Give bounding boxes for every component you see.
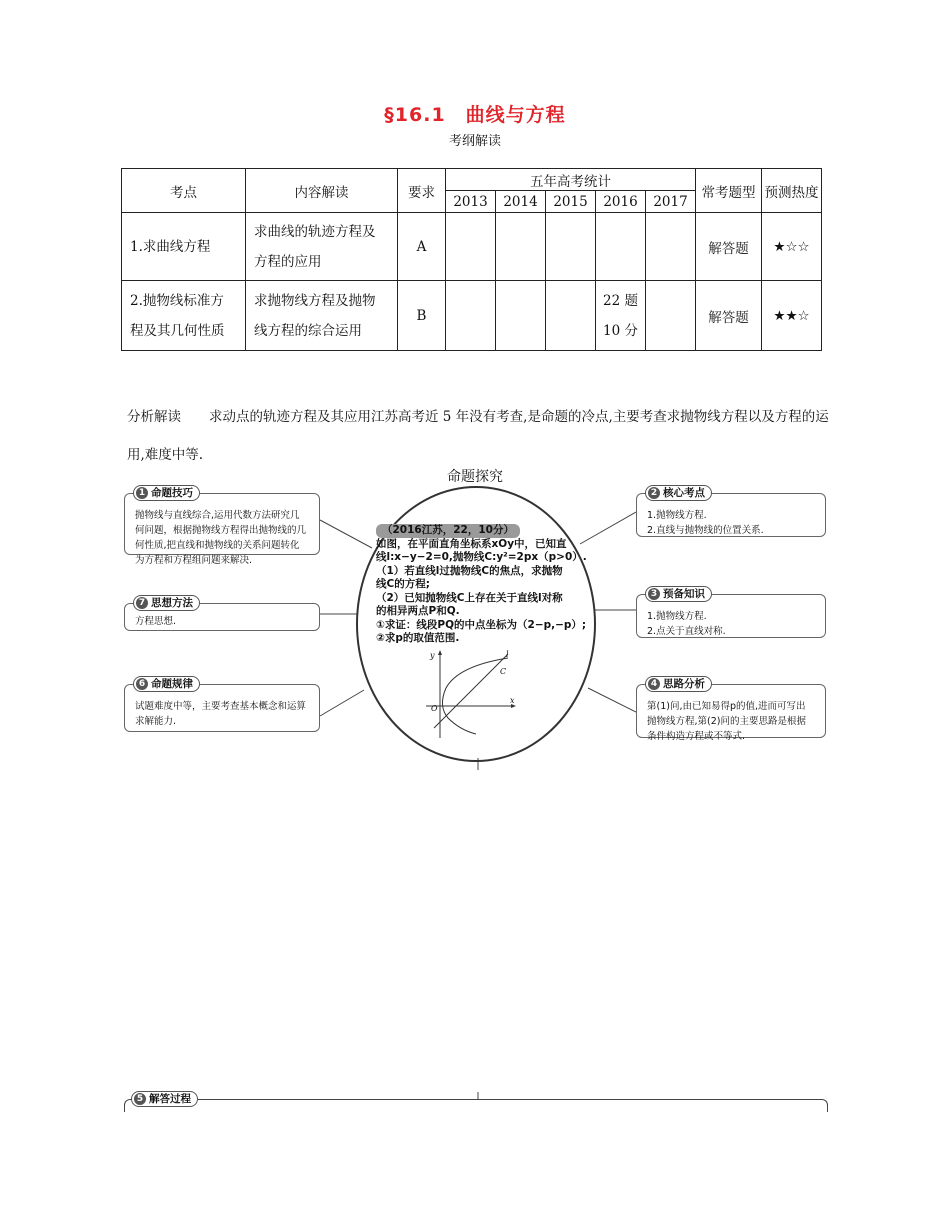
problem-line: 线C的方程;: [376, 578, 430, 590]
problem-line: ②求p的取值范围.: [376, 632, 460, 644]
header-year: 2013: [446, 191, 496, 213]
solution-frame: [124, 1093, 828, 1112]
curve-c-label: C: [500, 667, 507, 676]
row-2016-line: 10 分: [603, 322, 638, 339]
box-technique: [124, 487, 320, 566]
row-type: 解答题: [696, 281, 762, 351]
analysis-label: 分析解读: [127, 409, 181, 425]
header-year: 2016: [596, 191, 646, 213]
box-number: 2: [648, 487, 660, 499]
box-method: [124, 597, 320, 631]
box-text: 2.点关于直线对称.: [647, 626, 726, 637]
row-point: 1.求曲线方程: [122, 213, 246, 281]
problem-line: 如图，在平面直角坐标系xOy中，已知直: [376, 537, 567, 550]
box-label: 解答过程: [149, 1093, 191, 1105]
line-l-label: l: [506, 650, 509, 659]
header-content: 内容解读: [246, 169, 398, 213]
box-label: 命题技巧: [151, 487, 193, 499]
box-label: 命题规律: [151, 678, 193, 690]
row-heat: ★☆☆: [762, 213, 822, 281]
box-text: 方程思想.: [135, 616, 177, 627]
box-label: 思路分析: [663, 678, 705, 690]
problem-line: 的相异两点P和Q.: [376, 605, 460, 617]
box-approach: [636, 678, 826, 742]
header-require: 要求: [398, 169, 446, 213]
problem-line: ①求证：线段PQ的中点坐标为（2−p,−p）;: [376, 618, 587, 631]
box-tag: [133, 676, 200, 692]
box-label: 核心考点: [663, 487, 705, 499]
header-year: 2015: [546, 191, 596, 213]
problem-source: （2016江苏，22，10分）: [376, 524, 520, 538]
row-2016-line: 22 题: [603, 292, 638, 309]
page-subtitle: 考纲解读: [448, 134, 501, 149]
row-require: A: [398, 213, 446, 281]
box-label: 预备知识: [663, 588, 705, 600]
box-number: 3: [648, 588, 660, 600]
box-number: 6: [136, 678, 148, 690]
mindmap-title: 命题探究: [447, 469, 503, 485]
box-text: 试题难度中等，主要考查基本概念和运算求解能力.: [135, 701, 307, 727]
header-stats: 五年高考统计: [446, 169, 696, 191]
box-pattern: [124, 678, 320, 732]
box-text: 第(1)问,由已知易得p的值,进而可写出抛物线方程,第(2)问的主要思路是根据条件构造方程或不等式.: [647, 701, 806, 742]
header-point: 考点: [122, 169, 246, 213]
box-tag: [131, 1091, 198, 1107]
box-number: 1: [136, 487, 148, 499]
analysis-text: 求动点的轨迹方程及其应用江苏高考近 5 年没有考查,是命题的冷点,主要考查求抛物线方程以及方程的运用,难度中等.: [127, 409, 829, 463]
origin-label: O: [431, 704, 438, 713]
box-number: 4: [648, 678, 660, 690]
row-require: B: [398, 281, 446, 351]
parabola-figure: [418, 648, 518, 744]
box-tag: [133, 595, 200, 611]
row-point-line: 2.抛物线标准方: [130, 292, 224, 309]
box-text: 抛物线与直线综合,运用代数方法研究几何问题，根据抛物线方程得出抛物线的几何性质,把直线和抛物线的关系问题转化为方程和方程组问题来解决.: [135, 510, 307, 566]
header-year: 2014: [496, 191, 546, 213]
box-core-points: [636, 487, 826, 537]
box-tag: [133, 485, 200, 501]
header-heat: 预测热度: [762, 169, 822, 213]
box-number: 7: [136, 597, 148, 609]
box-text: 1.抛物线方程.: [647, 510, 707, 521]
box-text: 1.抛物线方程.: [647, 611, 707, 622]
problem-line: （1）若直线l过抛物线C的焦点，求抛物: [376, 564, 563, 577]
box-label: 思想方法: [151, 597, 193, 609]
row-content-line: 求抛物线方程及抛物: [254, 292, 376, 309]
box-tag: [645, 676, 712, 692]
parabola-curve: [442, 658, 508, 734]
problem-line: 线l:x−y−2=0,抛物线C:y²=2px（p>0）.: [376, 551, 587, 563]
y-axis-arrow-icon: [438, 650, 442, 655]
box-prerequisite: [636, 588, 826, 638]
box-tag: [645, 485, 712, 501]
problem-text: [376, 524, 614, 646]
row-point-line: 程及其几何性质: [130, 322, 225, 339]
row-heat: ★★☆: [762, 281, 822, 351]
header-year: 2017: [646, 191, 696, 213]
box-number: 5: [134, 1093, 146, 1105]
x-label: x: [510, 696, 515, 705]
row-content-line: 方程的应用: [254, 253, 322, 270]
header-type: 常考题型: [696, 169, 762, 213]
y-label: y: [430, 651, 435, 660]
page-title: §16.1 曲线与方程: [384, 104, 566, 126]
row-content-line: 线方程的综合运用: [254, 322, 362, 339]
box-tag: [645, 586, 712, 602]
row-content-line: 求曲线的轨迹方程及: [254, 223, 376, 240]
box-text: 2.直线与抛物线的位置关系.: [647, 525, 764, 536]
problem-line: （2）已知抛物线C上存在关于直线l对称: [376, 591, 563, 604]
row-type: 解答题: [696, 213, 762, 281]
